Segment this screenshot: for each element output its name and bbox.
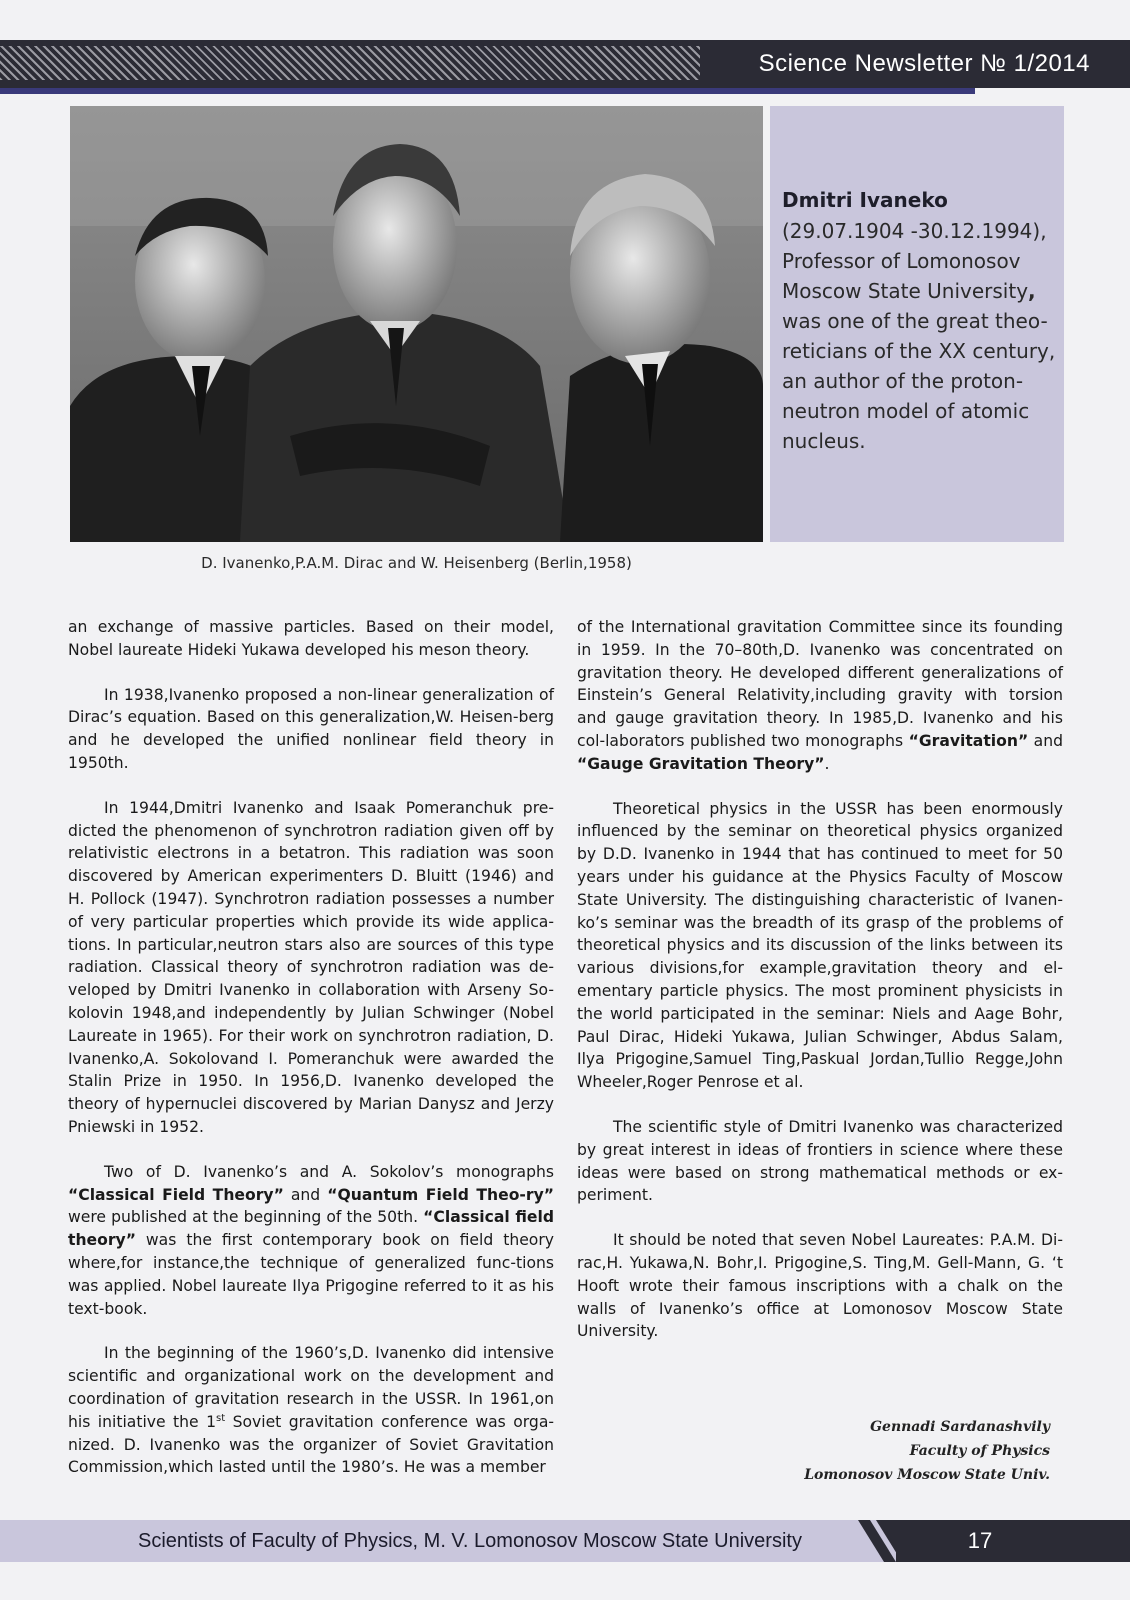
bio-line1: Professor of Lomonosov [782,249,1021,273]
paragraph [577,616,1063,776]
text-run: . [824,754,830,773]
bio-rest: was one of the great theo-reticians of the XX century, an author of the proton-neutron model of atomic nucleus. [782,309,1056,453]
text-run: and [283,1185,328,1204]
photo-illustration [70,106,763,542]
right-column [577,616,1063,1365]
book-title: “Classical Field Theory” [68,1185,284,1204]
paragraph: an exchange of massive particles. Based on their model, Nobel laureate Hideki Yukawa developed his meson theory. [68,618,554,659]
superscript: st [216,1412,226,1424]
header-rule [0,88,975,94]
newsletter-title: Science Newsletter № 1/2014 [749,46,1090,82]
paragraph: In 1944,Dmitri Ivanenko and Isaak Pomeranchuk pre-dicted the phenomenon of synchrotron radiation given off by relativistic electrons in a betatron. This radiation was soon discovered by American experimenters D. Bluitt (1946) and H. Pollock (1947). Synchrotron radiation possesses a number of very particular properties which provide its wide applica-tions. In particular,neutron stars also are sources of this type radiation. Classical theory of synchrotron radiation was de-veloped by Dmitri Ivanenko in collaboration with Arseny So-kolovin 1948,and independently by Julian Schwinger (Nobel Laureate in 1965). For their work on synchrotron radiation, D. Ivanenko,A. Sokolovand I. Pomeranchuk were awarded the Stalin Prize in 1950. In 1956,D. Ivanenko developed the theory of hypernuclei discovered by Marian Danysz and Jerzy Pniewski in 1952. [68,798,554,1136]
paragraph: The scientific style of Dmitri Ivanenko was characterized by great interest in ideas of frontiers in science where these ideas were based on strong mathematical methods or ex-periment. [577,1117,1063,1205]
text-run: Two of D. Ivanenko’s and A. Sokolov’s monographs [104,1162,554,1181]
bio-sidebar [770,106,1064,542]
historical-photo [70,106,763,542]
header-bar [0,40,1130,88]
book-title: “Classical field theory” [68,1208,554,1250]
bio-dates: (29.07.1904 -30.12.1994), [782,219,1047,243]
left-column [68,616,554,1501]
photo-caption: D. Ivanenko,P.A.M. Dirac and W. Heisenberg (Berlin,1958) [201,554,632,572]
paragraph: Theoretical physics in the USSR has been enormously influenced by the seminar on theoretical physics organized by D.D. Ivanenko in 1944 that has continued to meet for 50 years under his guidance at the Physics Faculty of Moscow State University. The distinguishing characteristic of Ivanen-ko’s seminar was the breadth of its grasp of the problems of theoretical physics and its discussion of the links between its various divisions,for example,gravitation theory and el-ementary particle physics. The most prominent physicists in the world participated in the seminar: Niels and Aage Bohr, Paul Dirac, Hideki Yukawa, Julian Schwinger, Abdus Salam, Ilya Prigogine,Samuel Ting,Paskual Jordan,Tullio Regge,John Wheeler,Roger Penrose et al. [577,799,1063,1092]
book-title: “Gravitation” [908,731,1029,750]
author-name: Gennadi Sardanashvily [870,1419,1050,1435]
author-department: Faculty of Physics [909,1443,1050,1459]
author-university: Lomonosov Moscow State Univ. [804,1467,1050,1483]
text-run: Soviet gravitation conference was orga-nized. D. Ivanenko was the organizer of Soviet Gravitation Commission,which lasted until the 1980’s. He was a member [68,1412,554,1477]
bio-comma: , [1028,279,1036,303]
paragraph: In 1938,Ivanenko proposed a non-linear generalization of Dirac’s equation. Based on this generalization,W. Heisen-berg and he developed the unified nonlinear field theory in 1950th. [68,685,554,772]
text-run: of the International gravitation Committee since its founding in 1959. In the 70–80th,D. Ivanenko was concentrated on gravitation theory. He developed different generalizations of Einstein’s General Relativity,including gravity with torsion and gauge gravitation theory. In 1985,D. Ivanenko and his col-laborators published two monographs [577,618,1063,750]
page-number: 17 [967,1528,993,1553]
paragraph: It should be noted that seven Nobel Laureates: P.A.M. Di-rac,H. Yukawa,N. Bohr,I. Prigogine,S. Ting,M. Gell-Mann, G. ‘t Hooft wrote their famous inscriptions with a chalk on the walls of Ivanenko’s office at Lomonosov Moscow State University. [577,1231,1063,1341]
text-run: and [1028,731,1063,750]
footer-title: Scientists of Faculty of Physics, M. V. Lomonosov Moscow State University [138,1530,802,1552]
text-run: were published at the beginning of the 50th. [68,1208,424,1227]
book-title: “Gauge Gravitation Theory” [577,754,825,773]
text-run: was the first contemporary book on field theory where,for instance,the technique of generalized func-tions was applied. Nobel laureate Ilya Prigogine referred to it as his text-book. [68,1231,554,1318]
book-title: “Quantum Field Theo-ry” [327,1185,554,1204]
paragraph [68,1161,554,1321]
header-hatch-pattern [0,46,700,80]
bio-name: Dmitri Ivaneko [782,188,948,212]
footer-page-band [896,1520,1130,1562]
text-run: In the beginning of the 1960’s,D. Ivanenko did intensive scientific and organizational work on the development and coordination of gravitation research in the USSR. In 1961,on his initiative the 1 [68,1344,554,1431]
author-signature [804,1415,1050,1487]
bio-text [782,216,1057,456]
bio-line2: Moscow State University [782,279,1029,303]
paragraph [68,1342,554,1479]
